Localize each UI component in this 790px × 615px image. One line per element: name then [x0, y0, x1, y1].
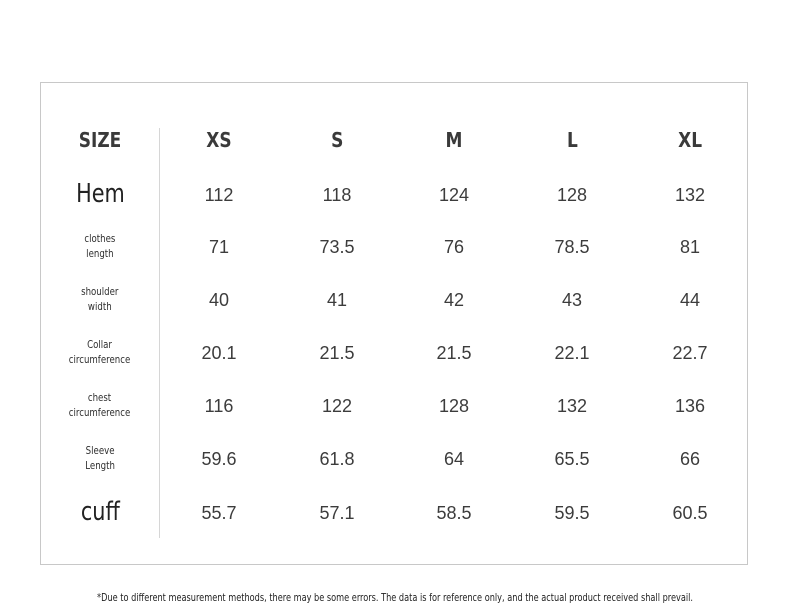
measurement-value: 118: [322, 184, 352, 205]
measurement-value: 64: [443, 448, 465, 469]
measurement-value: 22.7: [672, 342, 708, 363]
measurement-value: 22.1: [554, 342, 590, 363]
measurement-value: 124: [438, 184, 470, 205]
measurement-value: 58.5: [436, 502, 472, 523]
measurement-value: 44: [679, 289, 701, 310]
measurement-value: 21.5: [319, 342, 355, 363]
size-column-header: [282, 118, 392, 162]
row-label-line: circumference: [69, 354, 131, 366]
measurement-value: 128: [438, 395, 470, 416]
measurement-value: 40: [208, 289, 230, 310]
measurement-value: 43: [561, 289, 583, 310]
row-label: [45, 437, 155, 481]
measurement-value: 66: [679, 448, 701, 469]
row-label-text: [81, 285, 118, 315]
measurement-value: 57.1: [319, 502, 355, 523]
row-label-text: [84, 232, 115, 262]
measurement-value: 76: [443, 236, 465, 257]
row-label-text: [85, 444, 115, 474]
row-label: [45, 278, 155, 322]
measurement-value: 136: [674, 395, 706, 416]
row-label-line: length: [86, 248, 114, 260]
measurement-value: 81: [679, 236, 701, 257]
measurement-value: 41: [326, 289, 348, 310]
row-label: [45, 173, 155, 217]
row-label-text: [76, 176, 125, 214]
size-header-label: [45, 118, 155, 162]
size-header-text: SIZE: [78, 128, 122, 152]
size-column-header-text: S: [330, 128, 344, 152]
measurement-value: 78.5: [554, 236, 590, 257]
measurement-value: 55.7: [201, 502, 237, 523]
measurement-value: 132: [556, 395, 588, 416]
size-column-header: [517, 118, 627, 162]
row-label-line: Sleeve: [85, 444, 115, 457]
measurement-value: 21.5: [436, 342, 472, 363]
size-column-header-text: XS: [206, 128, 232, 152]
row-label-line: Collar: [87, 338, 113, 351]
measurement-value: 60.5: [672, 502, 708, 523]
row-label-line: circumference: [69, 407, 131, 419]
measurement-value: 59.6: [201, 448, 237, 469]
measurement-value: 112: [204, 184, 234, 205]
row-label-text: [69, 391, 131, 421]
measurement-value: 122: [321, 395, 353, 416]
size-column-header: [164, 118, 274, 162]
measurement-footnote: [0, 592, 790, 604]
row-label: [45, 331, 155, 375]
measurement-value: 71: [208, 236, 230, 257]
measurement-value: 59.5: [554, 502, 590, 523]
measurement-value: 132: [674, 184, 706, 205]
row-label: [45, 491, 155, 535]
row-label-line: Hem: [75, 179, 125, 210]
measurement-value: 61.8: [319, 448, 355, 469]
measurement-value: 20.1: [201, 342, 237, 363]
measurement-value: 65.5: [554, 448, 590, 469]
measurement-value: 116: [204, 395, 234, 416]
size-column-header-text: L: [566, 128, 578, 152]
measurement-value: 42: [443, 289, 465, 310]
label-column-divider: [159, 128, 160, 538]
row-label-line: cuff: [80, 497, 120, 528]
row-label-line: chest: [88, 391, 112, 404]
row-label-line: Length: [85, 460, 115, 472]
measurement-value: 128: [556, 184, 588, 205]
footnote-text: *Due to different measurement methods, there may be some errors. The data is for reference only, and the actual product received shall prevail.: [97, 592, 693, 604]
row-label-text: [69, 338, 131, 368]
size-column-header: [399, 118, 509, 162]
row-label-line: clothes: [84, 232, 116, 245]
row-label: [45, 225, 155, 269]
row-label-line: shoulder: [81, 285, 119, 298]
row-label-text: [81, 494, 120, 532]
measurement-value: 73.5: [319, 236, 355, 257]
row-label-line: width: [88, 301, 112, 313]
size-column-header: [635, 118, 745, 162]
size-column-header-text: M: [445, 128, 463, 152]
row-label: [45, 384, 155, 428]
size-column-header-text: XL: [678, 128, 702, 152]
